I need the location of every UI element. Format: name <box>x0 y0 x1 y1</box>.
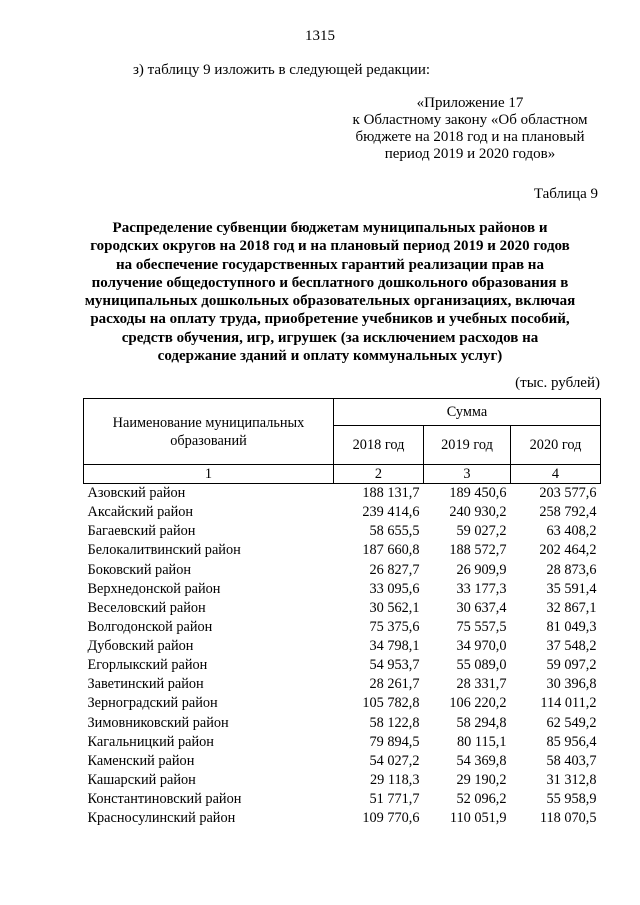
amount-cell: 33 095,6 <box>369 580 420 597</box>
table-row <box>84 484 601 504</box>
appendix-line: к Областному закону «Об областном <box>352 112 588 128</box>
amount-cell: 188 572,7 <box>449 542 507 559</box>
amount-cell: 29 118,3 <box>369 771 420 788</box>
municipality-name-cell: Веселовский район <box>87 599 206 616</box>
amount-cell: 58 655,5 <box>369 523 420 540</box>
amount-cell: 106 220,2 <box>449 695 507 712</box>
amount-cell: 26 909,9 <box>456 561 507 578</box>
amount-cell: 51 771,7 <box>369 791 420 808</box>
table-row <box>84 541 601 560</box>
table-row <box>84 809 601 828</box>
title-line: Распределение субвенции бюджетам муниципальных районов и <box>112 220 548 236</box>
amount-cell: 26 827,7 <box>369 561 420 578</box>
intro-text: з) таблицу 9 изложить в следующей редакции: <box>133 62 431 78</box>
amount-cell: 59 027,2 <box>456 523 507 540</box>
table-row <box>84 580 601 599</box>
amount-cell: 58 122,8 <box>369 714 420 731</box>
table-row <box>84 618 601 637</box>
amount-cell: 34 798,1 <box>369 638 420 655</box>
sum-column-header: Сумма <box>334 399 601 426</box>
column-number: 4 <box>511 465 601 484</box>
amount-cell: 59 097,2 <box>546 657 597 674</box>
appendix-line: «Приложение 17 <box>416 95 524 111</box>
amount-cell: 81 049,3 <box>546 618 597 635</box>
amount-cell: 80 115,1 <box>456 733 507 750</box>
table-row <box>84 694 601 713</box>
municipality-name-cell: Аксайский район <box>87 504 194 521</box>
amount-cell: 55 958,9 <box>546 791 597 808</box>
amount-cell: 28 261,7 <box>369 676 420 693</box>
amount-cell: 54 369,8 <box>456 752 507 769</box>
amount-cell: 35 591,4 <box>546 580 597 597</box>
table-row <box>84 790 601 809</box>
title-line: получение общедоступного и бесплатного дошкольного образования в <box>91 274 569 291</box>
table-row <box>84 637 601 656</box>
municipality-name-cell: Белокалитвинский район <box>87 542 241 559</box>
amount-cell: 118 070,5 <box>539 810 597 827</box>
amount-cell: 189 450,6 <box>449 485 507 502</box>
municipality-name-cell: Заветинский район <box>87 676 204 693</box>
title-line: содержание зданий и оплату коммунальных услуг) <box>157 348 503 365</box>
subvention-table <box>83 398 601 828</box>
amount-cell: 30 562,1 <box>369 599 420 616</box>
amount-cell: 114 011,2 <box>540 695 597 712</box>
year-header-2020: 2020 год <box>511 426 601 465</box>
table-row <box>84 656 601 675</box>
table-row <box>84 599 601 618</box>
amount-cell: 58 403,7 <box>546 752 597 769</box>
column-number: 2 <box>334 465 424 484</box>
amount-cell: 110 051,9 <box>449 810 507 827</box>
municipality-name-cell: Красносулинский район <box>87 810 236 827</box>
column-number: 1 <box>84 465 334 484</box>
municipality-name-cell: Волгодонской район <box>87 618 213 635</box>
table-row <box>84 675 601 694</box>
municipality-name-cell: Константиновский район <box>87 791 242 808</box>
amount-cell: 29 190,2 <box>456 771 507 788</box>
amount-cell: 240 930,2 <box>449 504 507 521</box>
appendix-reference <box>330 95 610 163</box>
page-number: 1315 <box>305 28 335 44</box>
amount-cell: 109 770,6 <box>362 810 420 827</box>
appendix-line: период 2019 и 2020 годов» <box>384 146 556 162</box>
amount-cell: 75 375,6 <box>369 618 420 635</box>
amount-cell: 63 408,2 <box>546 523 597 540</box>
municipality-name-cell: Егорлыкский район <box>87 657 208 674</box>
amount-cell: 202 464,2 <box>539 542 597 559</box>
municipality-name-cell: Азовский район <box>87 485 186 502</box>
amount-cell: 85 956,4 <box>546 733 597 750</box>
municipality-name-cell: Зимовниковский район <box>87 714 229 731</box>
amount-cell: 54 027,2 <box>369 752 420 769</box>
amount-cell: 30 637,4 <box>456 599 507 616</box>
title-line: средств обучения, игр, игрушек (за исключением расходов на <box>121 329 539 346</box>
amount-cell: 79 894,5 <box>369 733 420 750</box>
amount-cell: 28 873,6 <box>546 561 597 578</box>
name-column-header: Наименование муниципальных образований <box>84 399 334 465</box>
amount-cell: 188 131,7 <box>362 485 420 502</box>
municipality-name-cell: Верхнедонской район <box>87 580 221 597</box>
table-body <box>84 484 601 829</box>
amount-cell: 203 577,6 <box>539 485 597 502</box>
amount-cell: 52 096,2 <box>456 791 507 808</box>
year-header-2018: 2018 год <box>334 426 424 465</box>
amount-cell: 30 396,8 <box>546 676 597 693</box>
table-row <box>84 714 601 733</box>
amount-cell: 31 312,8 <box>546 771 597 788</box>
amount-cell: 258 792,4 <box>539 504 597 521</box>
amount-cell: 37 548,2 <box>546 638 597 655</box>
amount-cell: 58 294,8 <box>456 714 507 731</box>
amount-cell: 187 660,8 <box>362 542 420 559</box>
title-line: на обеспечение государственных гарантий реализации прав на <box>116 256 544 273</box>
column-number: 3 <box>424 465 511 484</box>
amount-cell: 54 953,7 <box>369 657 420 674</box>
table-label: Таблица 9 <box>533 186 598 202</box>
amount-cell: 55 089,0 <box>456 657 507 674</box>
amount-cell: 33 177,3 <box>456 580 507 597</box>
amount-cell: 239 414,6 <box>362 504 420 521</box>
municipality-name-cell: Каменский район <box>87 752 195 769</box>
amount-cell: 28 331,7 <box>456 676 507 693</box>
amount-cell: 75 557,5 <box>456 618 507 635</box>
municipality-name-cell: Дубовский район <box>87 638 194 655</box>
table-row <box>84 733 601 752</box>
amount-cell: 62 549,2 <box>546 714 597 731</box>
table-row <box>84 522 601 541</box>
amount-cell: 32 867,1 <box>546 599 597 616</box>
municipality-name-cell: Кашарский район <box>87 771 196 788</box>
table-title <box>80 219 580 365</box>
appendix-line: бюджете на 2018 год и на плановый <box>355 129 585 145</box>
table-row <box>84 771 601 790</box>
municipality-name-cell: Зерноградский район <box>87 695 218 712</box>
amount-cell: 34 970,0 <box>456 638 507 655</box>
table-row <box>84 752 601 771</box>
amount-cell: 105 782,8 <box>362 695 420 712</box>
title-line: расходы на оплату труда, приобретение учебников и учебных пособий, <box>90 311 570 328</box>
title-line: муниципальных дошкольных образовательных организациях, включая <box>84 293 576 310</box>
municipality-name-cell: Багаевский район <box>87 523 196 540</box>
units-label: (тыс. рублей) <box>515 375 600 391</box>
table-row <box>84 561 601 580</box>
year-header-2019: 2019 год <box>424 426 511 465</box>
municipality-name-cell: Боковский район <box>87 561 192 578</box>
table-row <box>84 503 601 522</box>
title-line: городских округов на 2018 год и на плановый период 2019 и 2020 годов <box>90 238 570 255</box>
municipality-name-cell: Кагальницкий район <box>87 733 214 750</box>
